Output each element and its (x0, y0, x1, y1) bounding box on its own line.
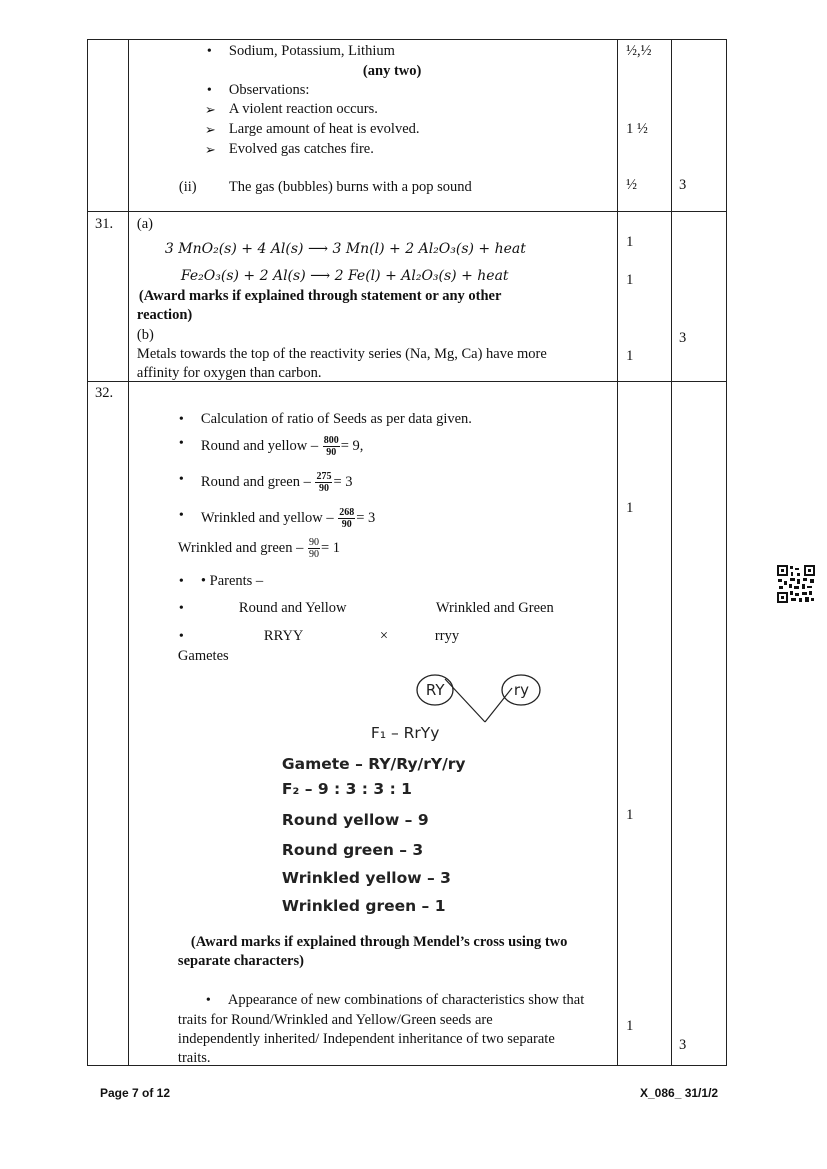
f2-result: Round yellow – 9 (281, 811, 429, 829)
fraction-denominator: 90 (309, 549, 319, 560)
part-b-text: affinity for oxygen than carbon. (136, 365, 322, 381)
gamete-ry-dominant: RY (425, 681, 445, 699)
genotype-rryy-recessive: rryy (434, 628, 460, 644)
part-ii-text: The gas (bubbles) burns with a pop sound (228, 179, 472, 195)
total-marks-cell (672, 40, 727, 212)
f2-result: Wrinkled green – 1 (281, 897, 446, 915)
equation-1: 3 MnO₂(s) + 4 Al(s) ⟶ 3 Mn(l) + 2 Al₂O₃(s) + heat (164, 241, 526, 257)
total-mark: 3 (679, 330, 687, 346)
fraction-numerator: 268 (339, 507, 355, 518)
mark-value: 1 (626, 272, 634, 288)
ratio-round-yellow (201, 435, 364, 458)
conclusion-text: independently inherited/ Independent inheritance of two separate (177, 1031, 555, 1047)
mark-value: 1 (626, 807, 634, 823)
parent-round-yellow: Round and Yellow (238, 600, 347, 616)
f2-ratio: F₂ – 9 : 3 : 3 : 1 (281, 780, 412, 798)
page-number: Page 7 of 12 (100, 1086, 171, 1100)
metals-text: • Sodium, Potassium, Lithium (229, 43, 395, 60)
f1-generation: F₁ – RrYy (370, 724, 440, 742)
total-marks-cell (672, 382, 727, 1066)
table-row (88, 40, 727, 212)
marks-cell (618, 382, 672, 1066)
ratio-label: Wrinkled and yellow – (200, 509, 334, 526)
qr-code (776, 564, 816, 604)
fraction-denominator: 90 (318, 483, 329, 494)
fraction-numerator: 275 (316, 471, 332, 482)
award-note-line: (Award marks if explained through Mendel’s cross using two (190, 934, 568, 950)
conclusion-text: traits for Round/Wrinkled and Yellow/Green seeds are (177, 1012, 493, 1028)
conclusion-text: traits. (177, 1050, 211, 1066)
observations-label: • Observations: (229, 82, 310, 99)
answer-cell (128, 40, 617, 212)
f2-result: Round green – 3 (281, 841, 424, 859)
award-note-line: separate characters) (177, 953, 304, 969)
mark-value: ½ (626, 177, 638, 193)
part-a-label: (a) (136, 216, 154, 232)
gametes-label: Gametes (177, 648, 229, 664)
answer-cell (128, 382, 617, 1066)
question-number: 31. (95, 216, 114, 232)
observation-item: ➢ A violent reaction occurs. (229, 101, 378, 118)
marks-cell (618, 212, 672, 382)
observation-item: ➢ Large amount of heat is evolved. (229, 121, 420, 138)
gamete-ry-recessive: ry (513, 681, 529, 699)
ratio-label: Round and green – (200, 473, 311, 490)
total-marks-cell (672, 212, 727, 382)
fraction-numerator: 90 (309, 537, 319, 548)
ratio-label: Round and yellow – (200, 437, 319, 454)
ratio-label: Wrinkled and green – (177, 539, 304, 556)
mark-value: 1 (626, 500, 634, 516)
award-note-line: reaction) (136, 307, 193, 323)
part-b-label: (b) (136, 327, 154, 343)
part-b-text: Metals towards the top of the reactivity series (Na, Mg, Ca) have more (136, 346, 547, 362)
any-two-note: (any two) (362, 63, 422, 79)
ratio-wrinkled-green (178, 537, 340, 560)
total-mark: 3 (679, 1037, 687, 1053)
marks-cell (618, 40, 672, 212)
mark-value: 1 (626, 234, 634, 250)
f1-gametes: Gamete – RY/Ry/rY/ry (281, 755, 466, 773)
fraction-denominator: 90 (326, 447, 337, 458)
mark-value: 1 ½ (626, 121, 648, 137)
ratio-fraction (308, 537, 320, 560)
fraction-denominator: 90 (341, 519, 352, 530)
marking-scheme-table (87, 39, 727, 1066)
ratio-result: = 3 (356, 509, 376, 526)
question-number-cell (88, 382, 129, 1066)
fraction-numerator: 800 (323, 435, 339, 446)
part-ii-label: (ii) (178, 179, 197, 195)
question-number-cell (88, 40, 129, 212)
ratio-fraction (323, 435, 340, 458)
cross-line (485, 688, 512, 722)
f2-result: Wrinkled yellow – 3 (281, 869, 451, 887)
ratio-result: = 3 (333, 473, 353, 490)
table-row (88, 212, 727, 382)
conclusion-text: • Appearance of new combinations of characteristics show that (228, 992, 584, 1009)
cross-line (445, 679, 485, 722)
genotype-rryy-dominant: RRYY (263, 628, 304, 644)
ratio-result: = 9, (340, 437, 364, 454)
cross-symbol: × (379, 628, 389, 644)
answer-cell (128, 212, 617, 382)
total-mark: 3 (679, 177, 687, 193)
ratio-fraction (315, 471, 332, 494)
table-row (88, 382, 727, 1066)
mark-value: 1 (626, 348, 634, 364)
question-number: 32. (95, 385, 114, 401)
ratio-round-green (201, 471, 353, 494)
mark-value: 1 (626, 1018, 634, 1034)
paper-code: X_086_ 31/1/2 (640, 1086, 719, 1100)
parents-label: • • Parents – (201, 573, 263, 590)
observation-item: ➢ Evolved gas catches fire. (229, 141, 374, 158)
calculation-text: • Calculation of ratio of Seeds as per data given. (201, 411, 472, 428)
ratio-result: = 1 (321, 539, 341, 556)
ratio-wrinkled-yellow (201, 507, 375, 530)
award-note-line: (Award marks if explained through statement or any other (138, 288, 502, 304)
parent-wrinkled-green: Wrinkled and Green (435, 600, 554, 616)
ratio-fraction (338, 507, 355, 530)
question-number-cell (88, 212, 129, 382)
mark-value: ½,½ (626, 43, 652, 59)
equation-2: Fe₂O₃(s) + 2 Al(s) ⟶ 2 Fe(l) + Al₂O₃(s) + heat (180, 268, 509, 284)
